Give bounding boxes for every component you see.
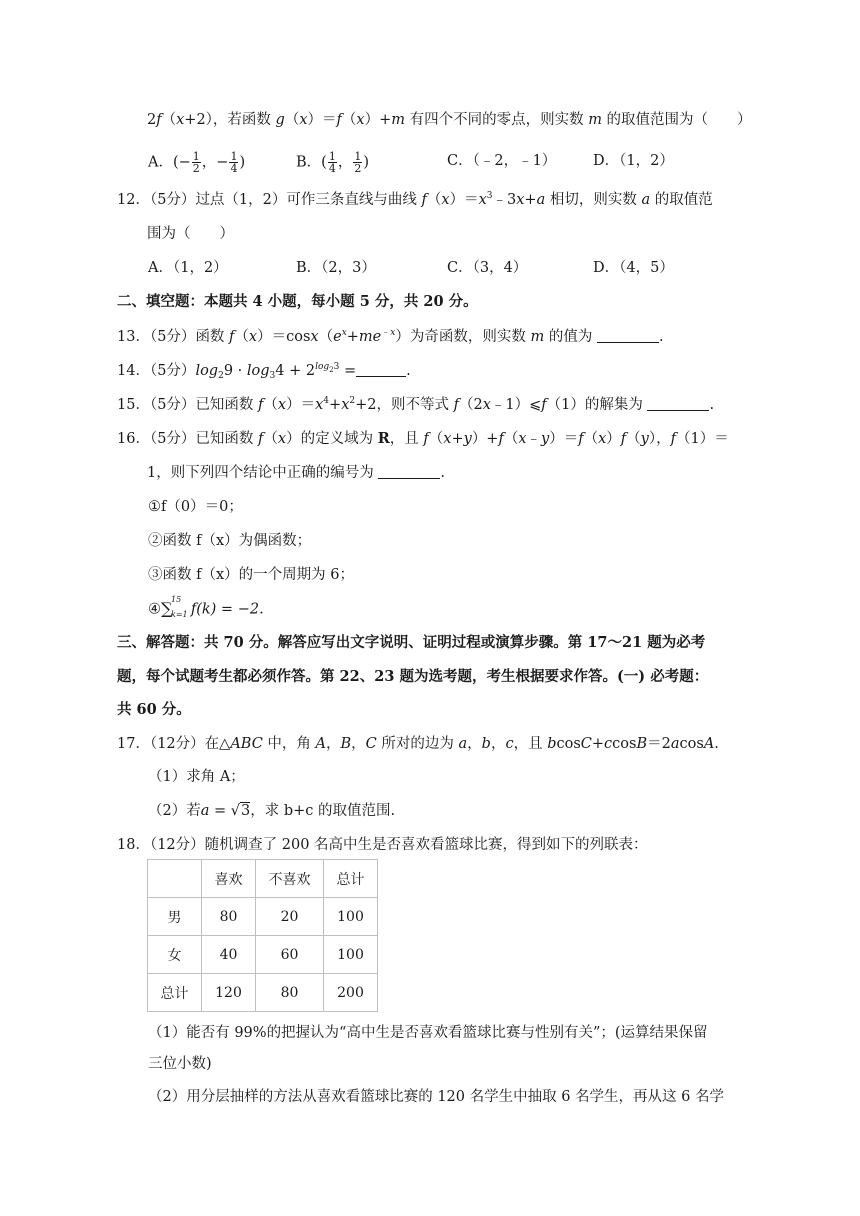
table-header-cell: [148, 860, 202, 898]
section-3-heading-line2: 题，每个试题考生都必须作答。第 22、23 题为选考题，考生根据要求作答。(一) 必考题：: [117, 668, 709, 685]
q12-option-c: C．（3，4）: [447, 260, 528, 276]
table-row: [148, 936, 378, 974]
q12-stem: 12．（5分）过点（1，2）可作三条直线与曲线 $f(x)=x^3﹣3x+a$ 相切，则实数 a 的取值范: [117, 191, 713, 208]
table-cell: 80: [202, 898, 256, 936]
table-cell: 200: [324, 974, 378, 1012]
table-row: [148, 898, 378, 936]
q11-option-c: C．（﹣2，﹣1）: [447, 153, 557, 169]
q16-stem-cont: 1，则下列四个结论中正确的编号为 .: [147, 465, 445, 481]
table-cell: 120: [202, 974, 256, 1012]
q11-option-d: D．（1，2）: [593, 153, 674, 169]
q16-item-2: ②函数 f（x）为偶函数；: [148, 533, 312, 549]
q18-stem: 18．（12分）随机调查了 200 名高中生是否喜欢看篮球比赛，得到如下的列联表：: [117, 837, 648, 853]
table-cell: 100: [324, 936, 378, 974]
contingency-table: [147, 859, 378, 1012]
table-cell: 男: [148, 898, 202, 936]
table-header-cell: 不喜欢: [256, 860, 324, 898]
summation-symbol: ∑ 15 k=1: [161, 595, 188, 619]
table-header-row: [148, 860, 378, 898]
q18-sub-2-line1: （2）用分层抽样的方法从喜欢看篮球比赛的 120 名学生中抽取 6 名学生，再从这 6 名学: [148, 1089, 725, 1105]
q17-sub-1: （1）求角 A；: [148, 769, 245, 785]
table-cell: 40: [202, 936, 256, 974]
answer-blank: [356, 362, 406, 377]
section-3-heading-line1: 三、解答题：共 70 分。解答应写出文字说明、证明过程或演算步骤。第 17～21 题为必考: [117, 634, 706, 651]
q12-option-b: B．（2，3）: [296, 260, 376, 276]
table-row: [148, 974, 378, 1012]
table-header-cell: 总计: [324, 860, 378, 898]
answer-blank: [378, 464, 440, 479]
section-3-heading-line3: 共 60 分。: [117, 701, 191, 718]
section-2-heading: 二、填空题：本题共 4 小题，每小题 5 分，共 20 分。: [117, 293, 478, 310]
q12-stem-cont: 围为（ ）: [147, 226, 234, 242]
q17-stem: 17．（12分）在△ABC 中，角 A，B，C 所对的边为 a，b，c，且 bcosC+ccosB＝2acosA.: [117, 736, 719, 752]
q14-stem: 14．（5分）$\log_29 \cdot \log_34 + 2^{log_23}$ = .: [117, 362, 411, 381]
answer-blank: [597, 328, 659, 343]
q17-sub-2: （2）若a = √3，求 b+c 的取值范围.: [148, 803, 396, 819]
table-cell: 总计: [148, 974, 202, 1012]
q18-sub-1-line1: （1）能否有 99%的把握认为“高中生是否喜欢看篮球比赛与性别有关”；(运算结果保留: [148, 1025, 708, 1041]
q11-option-b: B．( $\frac{1}{4}$ ， $\frac{1}{2}$ ): [296, 150, 369, 175]
q15-stem: 15．（5分）已知函数 $f(x)=x^4+x^2+2$，则不等式 f（2x﹣1）⩽f（1）的解集为 .: [117, 396, 715, 413]
table-cell: 100: [324, 898, 378, 936]
q13-stem: 13．（5分）函数 $f(x)=\cos x(e^x+me^{﹣x})$为奇函数，则实数 m 的值为 .: [117, 328, 664, 345]
table-cell: 20: [256, 898, 324, 936]
table-cell: 80: [256, 974, 324, 1012]
table-cell: 60: [256, 936, 324, 974]
q11-option-a: A．(− $\frac{1}{2}$ ，− $\frac{1}{4}$ ): [148, 150, 246, 175]
q12-option-d: D．（4，5）: [593, 260, 674, 276]
answer-blank: [647, 396, 709, 411]
q16-item-1: ①f（0）＝0；: [148, 499, 243, 515]
q16-item-3: ③函数 f（x）的一个周期为 6；: [148, 567, 354, 583]
table-header-cell: 喜欢: [202, 860, 256, 898]
q11-continuation: 2f（x+2），若函数 g（x）＝f（x）+m 有四个不同的零点，则实数 m 的取值范围为（ ）: [147, 112, 752, 128]
table-cell: 女: [148, 936, 202, 974]
q18-sub-1-line2: 三位小数): [148, 1056, 212, 1072]
q12-option-a: A．（1，2）: [148, 260, 228, 276]
q16-item-4: ④∑ 15 k=1 f(k) = −2.: [148, 595, 264, 619]
q16-stem: 16．（5分）已知函数 f（x）的定义域为 R，且 f（x+y）+f（x﹣y）＝f（x）f（y），f（1）＝: [117, 430, 729, 447]
